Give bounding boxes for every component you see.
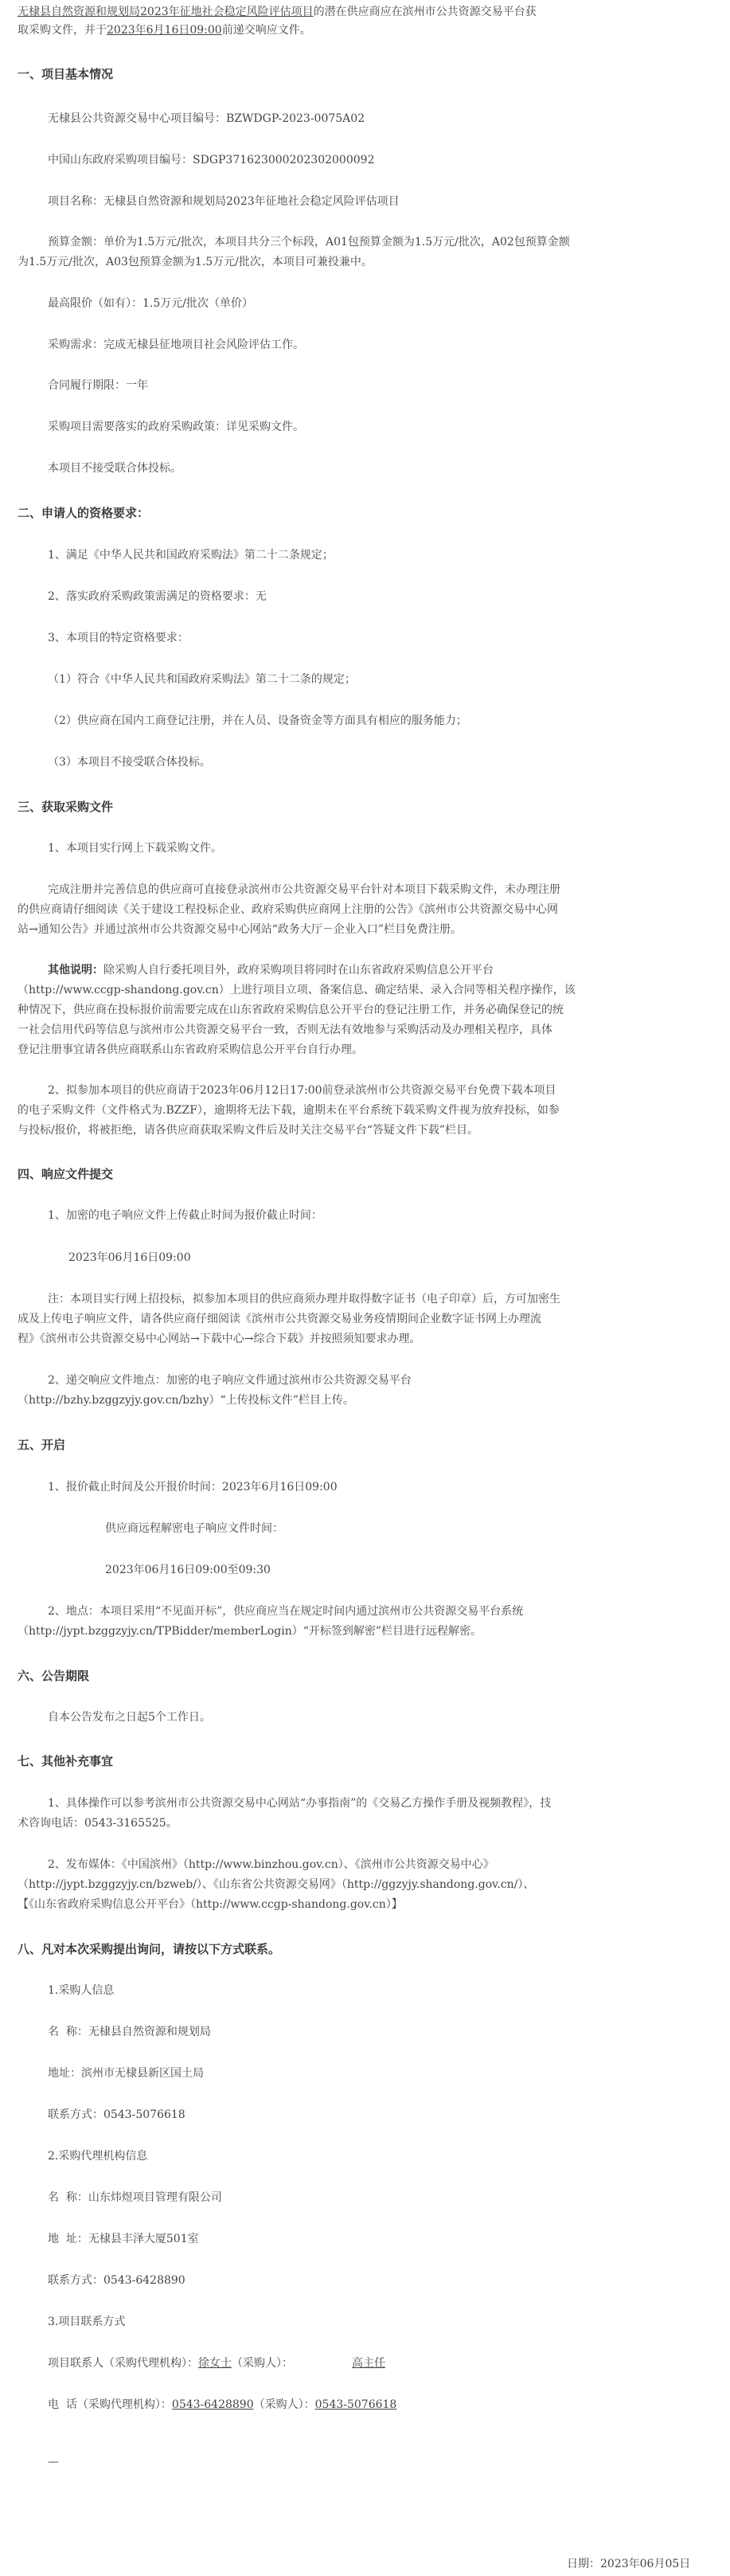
intro-text: 取采购文件，并于	[18, 24, 107, 37]
contract-period: 合同履行期限：一年	[48, 379, 148, 392]
opening-location-line-1: 2、地点：本项目采用“不见面开标”，供应商应当在规定时间内通过滨州市公共资源交易平台系统	[48, 1605, 524, 1618]
section-2-title: 二、申请人的资格要求：	[18, 506, 150, 520]
upload-deadline-date: 2023年06月16日09:00	[68, 1251, 191, 1264]
cert-note-line-3: 程》《滨州市公共资源交易中心网站→下载中心→综合下载》并按照须知要求办理。	[18, 1333, 421, 1345]
download-note: 1、本项目实行网上下载采购文件。	[48, 842, 222, 855]
media-line-3: 【《山东省政府采购信息公开平台》（http://www.ccgp-shandong.gov.cn）】	[18, 1898, 403, 1911]
buyer-phone: 联系方式：0543-5076618	[48, 2108, 185, 2121]
phone-label: 电 话（采购代理机构）：	[48, 2398, 172, 2411]
section-4-title: 四、响应文件提交	[18, 1167, 114, 1181]
agency-name: 名 称：山东炜煜项目管理有限公司	[48, 2191, 222, 2204]
other-notes-line-2: （http://www.ccgp-shandong.gov.cn）上进行项目立项、备案信息、确定结果、录入合同等相关程序操作，该	[18, 984, 576, 996]
other-notes-line-5: 登记注册事宜请各供应商联系山东省政府采购信息公开平台自行办理。	[18, 1043, 363, 1056]
help-line-2: 术咨询电话：0543-3165525。	[18, 1817, 178, 1830]
qualification-3-2: （2）供应商在国内工商登记注册，并在人员、设备资金等方面具有相应的服务能力；	[48, 714, 467, 727]
contact-phone-line	[48, 2396, 435, 2414]
section-1-title: 一、项目基本情况	[18, 67, 114, 81]
section-7-title: 七、其他补充事宜	[18, 1754, 114, 1768]
help-line-1: 1、具体操作可以参考滨州市公共资源交易中心网站“办事指南”的《交易乙方操作手册及视频教程》，技	[48, 1797, 552, 1810]
contact-buyer-label: （采购人）：	[232, 2357, 293, 2370]
opening-time: 1、报价截止时间及公开报价时间：2023年6月16日09:00	[48, 1481, 338, 1494]
procurement-need: 采购需求：完成无棣县征地项目社会风险评估工作。	[48, 339, 304, 351]
project-code-local: 无棣县公共资源交易中心项目编号：BZWDGP-2023-0075A02	[48, 112, 365, 125]
contact-person-line	[48, 2355, 444, 2372]
agency-phone: 联系方式：0543-6428890	[48, 2274, 185, 2287]
decrypt-time: 2023年06月16日09:00至09:30	[105, 1564, 271, 1576]
agency-address: 地 址：无棣县丰泽大厦501室	[48, 2233, 199, 2245]
deadline-date: 2023年6月16日09:00	[107, 24, 222, 37]
qualification-3-3: （3）本项目不接受联合体投标。	[48, 756, 211, 769]
project-name: 项目名称：无棣县自然资源和规划局2023年征地社会稳定风险评估项目	[48, 195, 400, 208]
max-price: 最高限价（如有）：1.5万元/批次（单价）	[48, 297, 253, 310]
buyer-info-heading: 1.采购人信息	[48, 1984, 115, 1997]
download-deadline-line-2: 的电子采购文件（文件格式为.BZZF），逾期将无法下载，逾期未在平台系统下载采购文件视为放弃投标，如参	[18, 1104, 560, 1117]
qualification-2: 2、落实政府采购政策需满足的资格要求：无	[48, 590, 267, 603]
other-notes-label: 其他说明：	[48, 964, 103, 977]
policy: 采购项目需要落实的政府采购政策：详见采购文件。	[48, 421, 304, 433]
intro-line-1	[18, 3, 537, 21]
other-notes-line-3: 种情况下，供应商在投标报价前需要完成在山东省政府采购信息公开平台的登记注册工作，并务必确保登记的统	[18, 1004, 564, 1016]
trailing-dash: —	[48, 2456, 59, 2468]
opening-location-line-2: （http://jypt.bzggzyjy.cn/TPBidder/memberLogin）“开标签到解密”栏目进行远程解密。	[18, 1625, 482, 1638]
other-notes-line-1	[48, 961, 494, 979]
download-deadline-line-1: 2、拟参加本项目的供应商请于2023年06月12日17:00前登录滨州市公共资源交易平台免费下载本项目	[48, 1084, 556, 1097]
submit-location-line-1: 2、递交响应文件地点：加密的电子响应文件通过滨州市公共资源交易平台	[48, 1374, 412, 1387]
buyer-name: 名 称：无棣县自然资源和规划局	[48, 2026, 211, 2038]
intro-text: 的潜在供应商应在滨州市公共资源交易平台获	[313, 6, 537, 18]
project-title-link[interactable]: 无棣县自然资源和规划局2023年征地社会稳定风险评估项目	[18, 6, 314, 18]
registration-line-3: 站→通知公告》并通过滨州市公共资源交易中心网站“政务大厅－企业入口”栏目免费注册。	[18, 923, 463, 936]
media-line-1: 2、发布媒体：《中国滨州》（http://www.binzhou.gov.cn）、《滨州市公共资源交易中心》	[48, 1858, 494, 1871]
qualification-3: 3、本项目的特定资格要求：	[48, 632, 189, 644]
contact-label: 项目联系人（采购代理机构）：	[48, 2357, 198, 2370]
intro-text: 前递交响应文件。	[221, 24, 311, 37]
project-contact-heading: 3.项目联系方式	[48, 2316, 126, 2328]
buyer-contact-name: 高主任	[352, 2357, 385, 2370]
no-consortium: 本项目不接受联合体投标。	[48, 462, 182, 475]
project-code-province: 中国山东政府采购项目编号：SDGP371623000202302000092	[48, 154, 375, 166]
qualification-3-1: （1）符合《中华人民共和国政府采购法》第二十二条的规定；	[48, 673, 356, 686]
publish-date: 日期：2023年06月05日	[567, 2558, 691, 2570]
submit-location-line-2: （http://bzhy.bzggzyjy.gov.cn/bzhy）“上传投标文件”栏目上传。	[18, 1394, 354, 1407]
agency-info-heading: 2.采购代理机构信息	[48, 2150, 148, 2163]
budget-line-1: 预算金额：单价为1.5万元/批次，本项目共分三个标段，A01包预算金额为1.5万元/批次，A02包预算金额	[48, 236, 570, 249]
section-5-title: 五、开启	[18, 1438, 66, 1452]
agency-contact-name: 徐女士	[198, 2357, 232, 2370]
qualification-1: 1、满足《中华人民共和国政府采购法》第二十二条规定；	[48, 549, 334, 562]
phone-buyer-label: （采购人）：	[253, 2398, 315, 2411]
cert-note-line-2: 成及上传电子响应文件，请各供应商仔细阅读《滨州市公共资源交易业务疫情期间企业数字证书网上办理流	[18, 1313, 541, 1325]
upload-deadline-label: 1、加密的电子响应文件上传截止时间为报价截止时间：	[48, 1209, 322, 1222]
registration-line-1: 完成注册并完善信息的供应商可直接登录滨州市公共资源交易平台针对本项目下载采购文件，未办理注册	[48, 883, 560, 896]
section-6-title: 六、公告期限	[18, 1669, 90, 1683]
buyer-address: 地址：滨州市无棣县新区国土局	[48, 2067, 204, 2080]
section-3-title: 三、获取采购文件	[18, 800, 114, 814]
agency-contact-phone: 0543-6428890	[171, 2398, 254, 2411]
decrypt-time-label: 供应商远程解密电子响应文件时间：	[105, 1522, 283, 1535]
media-line-2: （http://jypt.bzggzyjy.cn/bzweb/）、《山东省公共资源交易网》（http://ggzyjy.shandong.gov.cn/）、	[18, 1878, 535, 1891]
registration-line-2: 的供应商请仔细阅读《关于建设工程投标企业、政府采购供应商网上注册的公告》《滨州市公共资源交易中心网	[18, 903, 558, 916]
section-8-title: 八、凡对本次采购提出询问，请按以下方式联系。	[18, 1942, 281, 1956]
budget-line-2: 为1.5万元/批次，A03包预算金额为1.5万元/批次，本项目可兼投兼中。	[18, 256, 373, 268]
intro-line-2	[18, 22, 311, 39]
buyer-contact-phone: 0543-5076618	[314, 2398, 397, 2411]
other-notes-line-4: 一社会信用代码等信息与滨州市公共资源交易平台一致，否则无法有效地参与采购活动及办理相关程序，具体	[18, 1024, 552, 1036]
cert-note-line-1: 注：本项目实行网上招投标，拟参加本项目的供应商须办理并取得数字证书（电子印章）后，方可加密生	[48, 1293, 560, 1306]
download-deadline-line-3: 与投标/报价，将被拒绝，请各供应商获取采购文件后及时关注交易平台“答疑文件下载”栏目。	[18, 1124, 479, 1137]
other-notes-text: 除采购人自行委托项目外，政府采购项目将同时在山东省政府采购信息公开平台	[103, 964, 494, 977]
notice-period: 自本公告发布之日起5个工作日。	[48, 1711, 211, 1724]
